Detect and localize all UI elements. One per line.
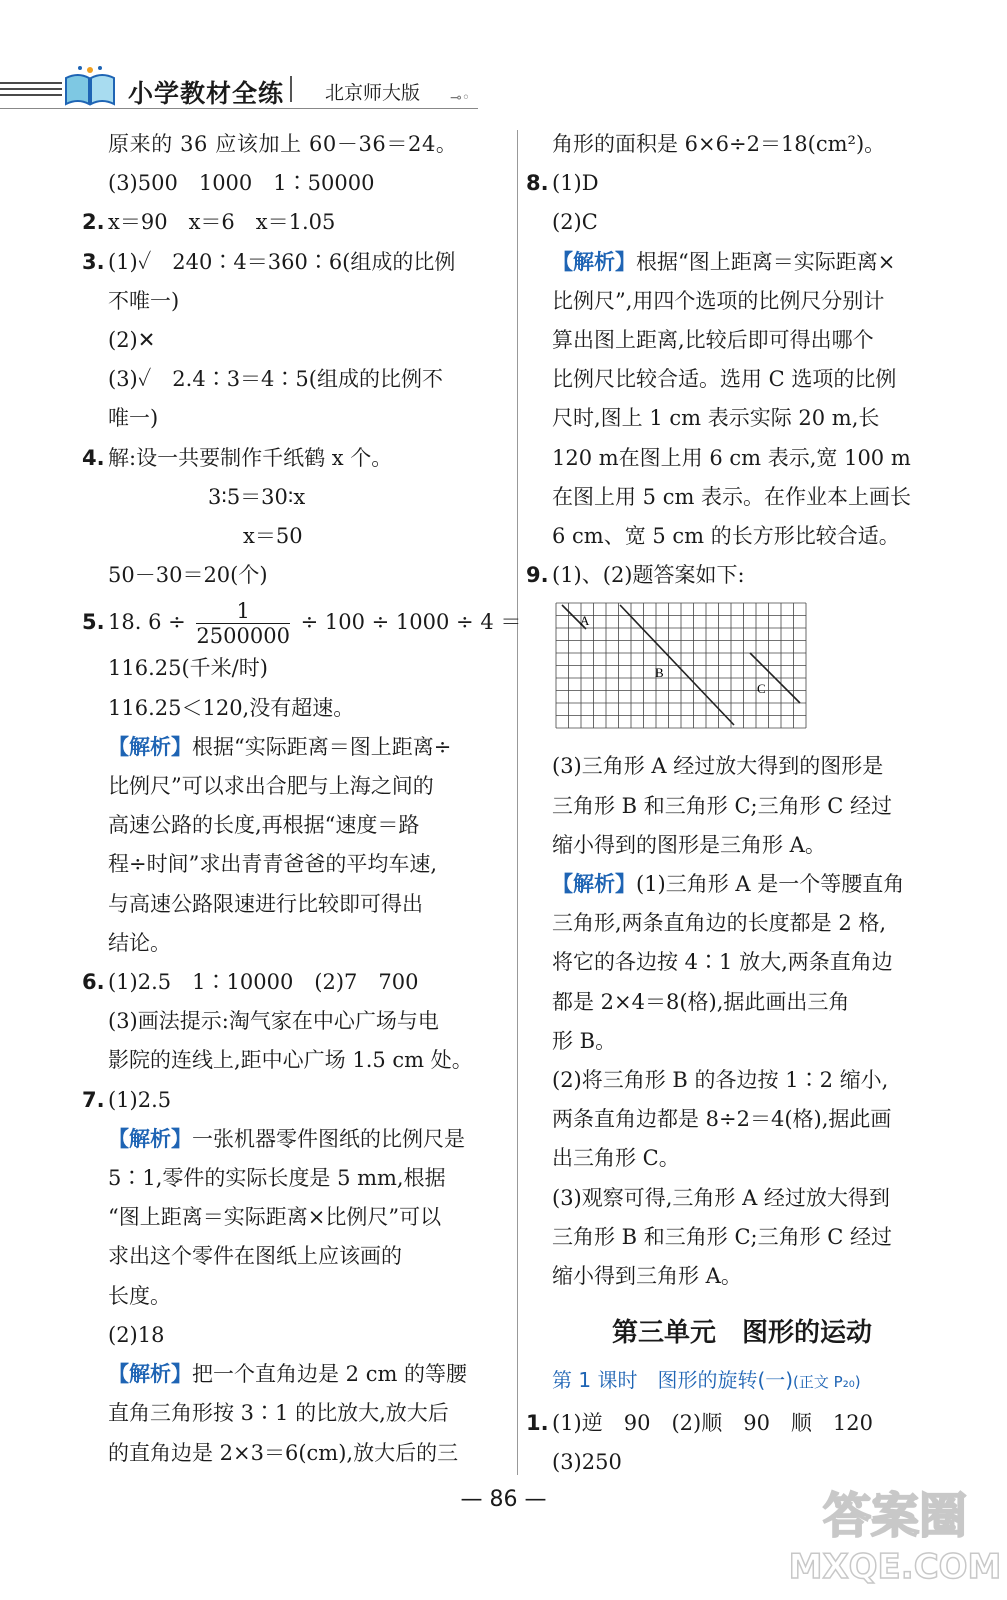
analysis-tag: 【解析】 xyxy=(108,1362,192,1387)
edition-label: 北京师大版 xyxy=(325,82,421,104)
answer-line: 影院的连线上,距中心广场 1.5 cm 处。 xyxy=(108,1048,473,1073)
brand-title: 小学教材全练 xyxy=(128,79,285,108)
analysis-line: 缩小得到三角形 A。 xyxy=(552,1264,742,1289)
analysis-line: “图上距离＝实际距离×比例尺”可以 xyxy=(108,1205,442,1230)
analysis-tag: 【解析】 xyxy=(108,734,192,759)
question-number: 9. xyxy=(526,563,549,588)
question-9: 9. (1)、(2)题答案如下: xyxy=(532,556,952,595)
equation-line: 3∶5＝30∶x xyxy=(208,484,306,509)
analysis-line: 都是 2×4＝8(格),据此画出三角 xyxy=(552,989,850,1014)
analysis-line: 结论。 xyxy=(108,930,171,955)
analysis-tag: 【解析】 xyxy=(108,1126,192,1151)
right-column xyxy=(526,125,952,1483)
answer-line: (3)画法提示:淘气家在中心广场与电 xyxy=(108,1009,439,1034)
lesson-heading xyxy=(532,1358,952,1404)
grid-drawing xyxy=(554,601,814,737)
analysis-line: 算出图上距离,比较后即可得出哪个 xyxy=(552,328,874,353)
analysis-line: 的直角边是 2×3＝6(cm),放大后的三 xyxy=(108,1440,459,1465)
answer-line: 原来的 36 应该加上 60－36＝24。 xyxy=(108,132,458,156)
question-5: 5. 18. 6 ÷ $\frac{1}{2500000}$ ÷ 100 ÷ 1000 ÷ 4 ＝ xyxy=(88,595,508,649)
watermark-logo xyxy=(788,1470,1002,1590)
lesson-page-ref: (正文 P₂₀) xyxy=(793,1373,861,1392)
page-header xyxy=(0,60,480,116)
analysis-line: 直角三角形按 3∶1 的比放大,放大后 xyxy=(108,1401,449,1426)
answer-line: (3)500 1000 1∶50000 xyxy=(108,171,375,196)
analysis-line: 尺时,图上 1 cm 表示实际 20 m,长 xyxy=(552,406,880,431)
analysis-line: 6 cm、宽 5 cm 的长方形比较合适。 xyxy=(552,524,900,549)
analysis-line: 【解析】一张机器零件图纸的比例尺是 xyxy=(108,1126,465,1151)
analysis-line: (3)观察可得,三角形 A 经过放大得到 xyxy=(552,1185,890,1210)
question-number: 5. xyxy=(82,610,105,635)
question-number: 4. xyxy=(82,445,105,470)
answer-line: (3)✓ 2.4∶3＝4∶5(组成的比例不 xyxy=(108,367,443,392)
analysis-line: 两条直角边都是 8÷2＝4(格),据此画 xyxy=(552,1107,892,1132)
triangle-b-hypotenuse xyxy=(620,605,734,725)
header-lines xyxy=(0,82,62,100)
analysis-line: 【解析】根据“图上距离＝实际距离× xyxy=(552,249,896,274)
answer-line: (2)C xyxy=(552,210,598,235)
question-number: 7. xyxy=(82,1087,105,1112)
analysis-line: (2)将三角形 B 的各边按 1∶2 缩小, xyxy=(552,1068,889,1093)
question-1: 1. (1)逆 90 (2)顺 90 顺 120 xyxy=(532,1404,952,1443)
question-4: 4. 解:设一共要制作千纸鹤 x 个。 xyxy=(88,439,508,478)
analysis-line: 出三角形 C。 xyxy=(552,1146,680,1171)
analysis-line: 形 B。 xyxy=(552,1028,617,1053)
column-divider xyxy=(517,130,518,1475)
analysis-line: 120 m在图上用 6 cm 表示,宽 100 m xyxy=(552,445,911,470)
answer-line: 50－30＝20(个) xyxy=(108,563,268,588)
answer-line: (3)250 xyxy=(552,1450,622,1475)
question-number: 1. xyxy=(526,1411,549,1436)
left-column xyxy=(82,125,522,1473)
watermark-text: 答案圈 xyxy=(822,1488,968,1544)
analysis-line: 比例尺比较合适。选用 C 选项的比例 xyxy=(552,367,897,392)
analysis-line: 求出这个零件在图纸上应该画的 xyxy=(108,1244,402,1269)
lesson-label: 第 1 课时 图形的旋转(一) xyxy=(552,1368,794,1393)
question-8: 8. (1)D xyxy=(532,164,952,203)
question-number: 3. xyxy=(82,249,105,274)
analysis-line: 长度。 xyxy=(108,1283,171,1308)
header-decoration: ⊸◦ xyxy=(450,90,470,106)
answer-line: 116.25＜120,没有超速。 xyxy=(108,695,355,720)
analysis-tag: 【解析】 xyxy=(552,249,636,274)
answer-line: 116.25(千米/时) xyxy=(108,656,268,681)
page-number: — 86 — xyxy=(460,1487,547,1512)
open-book-icon xyxy=(62,64,118,108)
fraction-denominator: 2500000 xyxy=(196,624,290,649)
answer-line: 缩小得到的图形是三角形 A。 xyxy=(552,832,826,857)
label-c: C xyxy=(757,681,766,697)
analysis-tag: 【解析】 xyxy=(552,872,636,897)
analysis-line: 高速公路的长度,再根据“速度＝路 xyxy=(108,813,420,838)
question-number: 8. xyxy=(526,171,549,196)
answer-line: (2)18 xyxy=(108,1322,165,1347)
fraction-numerator: 1 xyxy=(196,599,290,624)
label-a: A xyxy=(580,613,590,629)
answer-line: 不唯一) xyxy=(108,288,180,313)
unit-title: 第三单元 图形的运动 xyxy=(611,1318,872,1349)
analysis-line: 【解析】把一个直角边是 2 cm 的等腰 xyxy=(108,1362,468,1387)
analysis-line: 角形的面积是 6×6÷2＝18(cm²)。 xyxy=(552,132,886,156)
answer-line: (2)✕ xyxy=(108,328,156,353)
analysis-line: 三角形 B 和三角形 C;三角形 C 经过 xyxy=(552,1224,893,1249)
question-2: 2. x＝90 x＝6 x＝1.05 xyxy=(88,203,508,242)
header-separator xyxy=(290,76,292,102)
question-number: 2. xyxy=(82,210,105,235)
answer-line: (3)三角形 A 经过放大得到的图形是 xyxy=(552,754,884,779)
analysis-line: 【解析】(1)三角形 A 是一个等腰直角 xyxy=(552,872,905,897)
triangle-grid-figure xyxy=(554,601,952,739)
fraction xyxy=(196,599,290,648)
analysis-line: 比例尺”,用四个选项的比例尺分别计 xyxy=(552,288,885,313)
answer-line: 唯一) xyxy=(108,406,159,431)
question-3: 3. (1)✓ 240∶4＝360∶6(组成的比例 xyxy=(88,243,508,282)
analysis-line: 将它的各边按 4∶1 放大,两条直角边 xyxy=(552,950,893,975)
answer-line: 三角形 B 和三角形 C;三角形 C 经过 xyxy=(552,793,893,818)
analysis-line: 三角形,两条直角边的长度都是 2 格, xyxy=(552,911,887,936)
analysis-line: 程÷时间”求出青青爸爸的平均车速, xyxy=(108,852,438,877)
analysis-line: 与高速公路限速进行比较即可得出 xyxy=(108,891,423,916)
header-underline xyxy=(0,108,478,109)
question-6: 6. (1)2.5 1∶10000 (2)7 700 xyxy=(88,963,508,1002)
label-b: B xyxy=(655,665,664,681)
equation-line: x＝50 xyxy=(243,524,303,549)
analysis-line: 【解析】根据“实际距离＝图上距离÷ xyxy=(108,734,452,759)
analysis-line: 5∶1,零件的实际长度是 5 mm,根据 xyxy=(108,1166,446,1191)
watermark-url: MXQE.COM xyxy=(788,1547,1002,1587)
analysis-line: 比例尺”可以求出合肥与上海之间的 xyxy=(108,774,434,799)
question-number: 6. xyxy=(82,970,105,995)
question-7: 7. (1)2.5 xyxy=(88,1081,508,1120)
analysis-line: 在图上用 5 cm 表示。在作业本上画长 xyxy=(552,484,912,509)
